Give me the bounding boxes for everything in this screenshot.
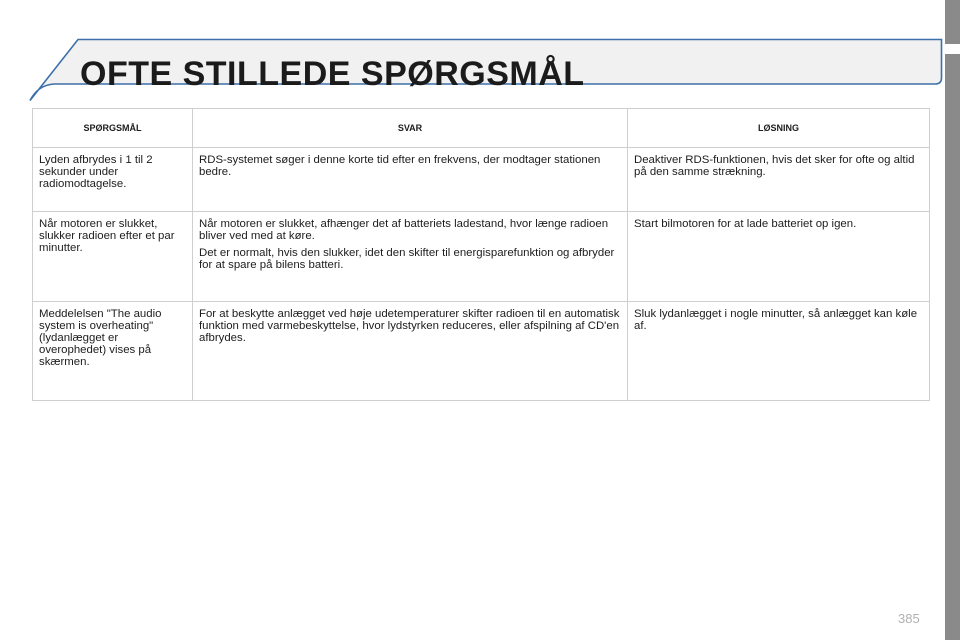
answer-text: RDS-systemet søger i denne korte tid efter en frekvens, der modtager stationen bedre. <box>199 154 601 178</box>
solution-text: Start bilmotoren for at lade batteriet op igen. <box>634 218 857 230</box>
answer-text: Når motoren er slukket, afhænger det af batteriets ladestand, hvor længe radioen bliver ved med at køre. <box>199 218 609 242</box>
header-answer: SVAR <box>193 109 628 148</box>
solution-cell <box>628 302 930 401</box>
page-title: OFTE STILLEDE SPØRGSMÅL <box>80 55 585 93</box>
solution-cell <box>628 148 930 212</box>
answer-cell <box>193 212 628 302</box>
table-row <box>33 302 930 401</box>
side-tab-notch <box>945 44 960 54</box>
answer-text: For at beskytte anlægget ved høje udetemperaturer skifter radioen til en automatisk funktion med varmebeskyttelse, hvor lydstyrken reduceres, eller afspilning af CD'en afbrydes. <box>199 308 620 344</box>
faq-table <box>32 108 930 401</box>
header-solution: LØSNING <box>628 109 930 148</box>
question-cell <box>33 212 193 302</box>
answer-text: Det er normalt, hvis den slukker, idet den skifter til energisparefunktion og afbryder for at spare på bilens batteri. <box>199 247 615 271</box>
answer-cell <box>193 148 628 212</box>
page-side-tab <box>945 0 960 640</box>
question-text: Meddelelsen "The audio system is overheating" (lydanlægget er overophedet) vises på skærmen. <box>39 308 162 368</box>
header-question: SPØRGSMÅL <box>33 109 193 148</box>
question-cell <box>33 148 193 212</box>
solution-text: Deaktiver RDS-funktionen, hvis det sker for ofte og altid på den samme strækning. <box>634 154 915 178</box>
solution-text: Sluk lydanlægget i nogle minutter, så anlægget kan køle af. <box>634 308 918 332</box>
page-number: 385 <box>898 611 920 626</box>
question-text: Når motoren er slukket, slukker radioen efter et par minutter. <box>39 218 175 254</box>
question-text: Lyden afbrydes i 1 til 2 sekunder under radiomodtagelse. <box>39 154 153 190</box>
answer-cell <box>193 302 628 401</box>
table-header-row <box>33 109 930 148</box>
table-row <box>33 212 930 302</box>
question-cell <box>33 302 193 401</box>
table-row <box>33 148 930 212</box>
solution-cell <box>628 212 930 302</box>
